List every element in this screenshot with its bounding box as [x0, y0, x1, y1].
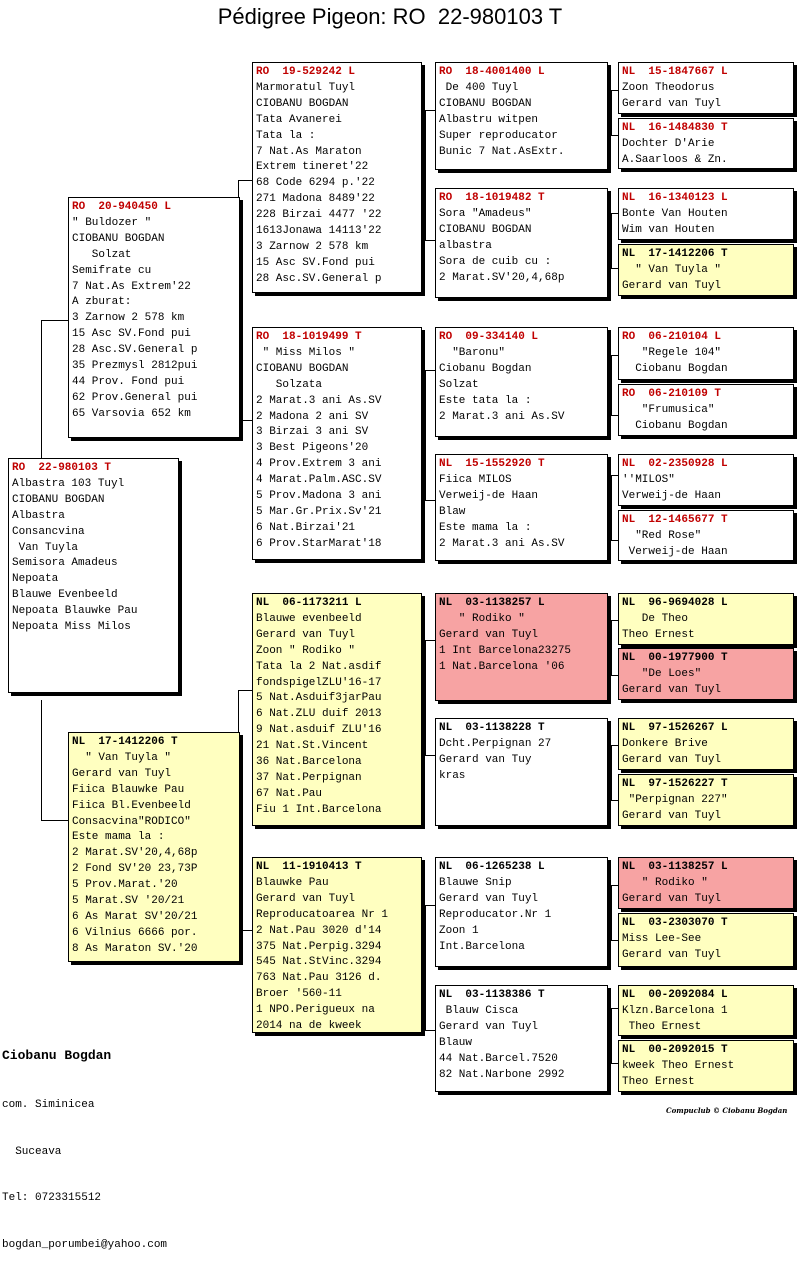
pigeon-info-line: A zburat:	[72, 296, 132, 309]
pigeon-info-line: "Frumusica"	[622, 403, 715, 416]
pigeon-info-line: 3 Zarnow 2 578 km	[72, 312, 185, 325]
pigeon-info-line: 763 Nat.Pau 3126 d.	[256, 972, 382, 985]
pigeon-info-line: Fiica Bl.Evenbeeld	[72, 799, 191, 812]
pigeon-info-line: 2 Marat.3 ani As.SV	[256, 394, 382, 407]
ring-number: RO 18-4001400 L	[439, 66, 545, 78]
pigeon-box-sss-sire	[618, 62, 794, 114]
connector-line	[611, 355, 618, 356]
page-title: Pédigree Pigeon: RO 22-980103 T	[217, 4, 563, 29]
pigeon-info-line: Gerard van Tuy	[439, 753, 532, 766]
pigeon-info-line: Dcht.Perpignan 27	[439, 737, 552, 750]
connector-line	[238, 420, 252, 421]
pigeon-info-line: Gerard van Tuyl	[622, 683, 722, 696]
pigeon-info-line: 28 Asc.SV.General p	[256, 272, 382, 285]
ring-number: NL 06-1173211 L	[256, 597, 362, 609]
pigeon-info-line: 82 Nat.Narbone 2992	[439, 1068, 565, 1081]
pigeon-box-ds-dam	[435, 718, 608, 826]
pigeon-info-line: Van Tuyla	[12, 541, 79, 554]
pigeon-info-line: Solzata	[256, 378, 323, 391]
pigeon-info-line: 36 Nat.Barcelona	[256, 756, 362, 769]
pigeon-info-line: "Baronu"	[439, 346, 506, 359]
pigeon-info-line: Sora de cuib cu :	[439, 255, 552, 268]
pigeon-info-line: 5 Mar.Gr.Prix.Sv'21	[256, 505, 382, 518]
pigeon-info-line: 2 Marat.3 ani As.SV	[439, 537, 565, 550]
connector-line	[425, 110, 435, 111]
pigeon-info-line: "Perpignan 227"	[622, 793, 728, 806]
pigeon-box-dam-sire	[252, 593, 422, 826]
pigeon-info-line: " Van Tuyla "	[72, 751, 172, 764]
pigeon-info-line: 2 Marat.SV'20,4,68p	[72, 847, 198, 860]
pigeon-info-line: Gerard van Tuyl	[622, 753, 722, 766]
connector-line	[425, 755, 435, 756]
connector-line	[611, 135, 618, 136]
pigeon-info-line: Este tata la :	[439, 394, 532, 407]
pigeon-box-ss-dam	[435, 188, 608, 298]
ring-number: RO 06-210104 L	[622, 331, 722, 343]
pigeon-box-dd-dam	[435, 985, 608, 1092]
ring-number: NL 03-1138228 T	[439, 722, 545, 734]
pigeon-box-subject	[8, 458, 179, 693]
breeder-address-line: com. Siminicea	[2, 1099, 95, 1111]
pigeon-info-line: 2 Fond SV'20 23,73P	[72, 863, 198, 876]
pigeon-info-line: Bonte Van Houten	[622, 207, 728, 220]
pigeon-info-line: 2 Madona 2 ani SV	[256, 410, 369, 423]
connector-line	[611, 90, 618, 91]
breeder-address-line: Suceava	[2, 1145, 62, 1158]
pigeon-info-line: 2 Marat.3 ani As.SV	[439, 410, 565, 423]
pigeon-info-line: Consacvina"RODICO"	[72, 815, 191, 828]
connector-line	[425, 370, 435, 371]
pigeon-info-line: 3 Birzai 3 ani SV	[256, 426, 369, 439]
pigeon-box-sire	[68, 197, 240, 438]
connector-line	[238, 180, 252, 181]
pigeon-info-line: Reproducatoarea Nr 1	[256, 908, 389, 921]
pigeon-info-line: Zoon 1	[439, 924, 479, 937]
connector-line	[611, 1008, 618, 1009]
pigeon-info-line: Gerard van Tuyl	[622, 892, 722, 905]
pigeon-info-line: Theo Ernest	[622, 628, 695, 641]
pigeon-box-ds-sire	[435, 593, 608, 701]
ring-number: NL 11-1910413 T	[256, 861, 362, 873]
ring-number: RO 18-1019499 T	[256, 331, 362, 343]
connector-line	[611, 355, 612, 415]
pigeon-box-sdd-dam	[618, 510, 794, 561]
pigeon-box-ddd-sire	[618, 985, 794, 1036]
pigeon-info-line: kweek Theo Ernest	[622, 1059, 735, 1072]
pigeon-info-line: Zoon " Rodiko "	[256, 644, 356, 657]
pigeon-info-line: Extrem tineret'22	[256, 161, 369, 174]
pigeon-info-line: 37 Nat.Perpignan	[256, 771, 362, 784]
pigeon-info-line: "Red Rose"	[622, 529, 702, 542]
pigeon-box-ddd-dam	[618, 1040, 794, 1092]
ring-number: NL 96-9694028 L	[622, 597, 728, 609]
pigeon-info-line: Tata la :	[256, 129, 316, 142]
pigeon-info-line: 545 Nat.StVinc.3294	[256, 956, 382, 969]
pigeon-info-line: Gerard van Tuyl	[439, 1020, 539, 1033]
connector-line	[611, 1063, 618, 1064]
pigeon-info-line: 6 Vilnius 6666 por.	[72, 926, 198, 939]
pigeon-info-line: 65 Varsovia 652 km	[72, 407, 191, 420]
connector-line	[611, 620, 618, 621]
connector-line	[425, 905, 435, 906]
connector-line	[611, 745, 618, 746]
pigeon-box-sire-sire	[252, 62, 422, 293]
pigeon-info-line: Gerard van Tuyl	[439, 628, 539, 641]
pigeon-info-line: Reproducator.Nr 1	[439, 908, 552, 921]
connector-line	[611, 885, 618, 886]
pigeon-box-ssd-sire	[618, 188, 794, 240]
pigeon-info-line: Verweij-de Haan	[622, 489, 722, 502]
pigeon-info-line: 5 Marat.SV '20/21	[72, 895, 185, 908]
connector-line	[611, 800, 618, 801]
ring-number: NL 00-2092015 T	[622, 1044, 728, 1056]
pigeon-box-sds-sire	[618, 327, 794, 380]
pigeon-box-ssd-dam	[618, 244, 794, 296]
pigeon-info-line: 3 Best Pigeons'20	[256, 442, 369, 455]
pigeon-box-dam	[68, 732, 240, 962]
pigeon-info-line: Tata Avanerei	[256, 113, 342, 126]
pigeon-box-sire-dam	[252, 327, 422, 560]
ring-number: NL 97-1526227 T	[622, 778, 728, 790]
pigeon-box-dss-sire	[618, 593, 794, 645]
pigeon-info-line: 28 Asc.SV.General p	[72, 344, 198, 357]
connector-line	[425, 110, 426, 240]
pigeon-info-line: 228 Birzai 4477 '22	[256, 209, 382, 222]
connector-line	[611, 940, 618, 941]
pigeon-info-line: " Van Tuyla "	[622, 263, 722, 276]
pigeon-info-line: 7 Nat.As Maraton	[256, 145, 362, 158]
pigeon-info-line: 6 Prov.StarMarat'18	[256, 537, 382, 550]
connector-line	[611, 213, 618, 214]
pigeon-info-line: CIOBANU BOGDAN	[256, 97, 349, 110]
connector-line	[611, 745, 612, 800]
pigeon-info-line: Blauw Cisca	[439, 1004, 519, 1017]
pigeon-info-line: albastra	[439, 239, 492, 252]
pigeon-info-line: 4 Prov.Extrem 3 ani	[256, 458, 382, 471]
pigeon-info-line: 5 Prov.Marat.'20	[72, 879, 178, 892]
pigeon-info-line: Marmoratul Tuyl	[256, 81, 356, 94]
connector-line	[238, 690, 252, 691]
pigeon-info-line: Nepoata Blauwke Pau	[12, 605, 138, 618]
pigeon-info-line: 2 Marat.SV'20,4,68p	[439, 271, 565, 284]
pigeon-info-line: " Buldozer "	[72, 216, 152, 229]
pigeon-info-line: 6 Nat.ZLU duif 2013	[256, 708, 382, 721]
ring-number: NL 15-1552920 T	[439, 458, 545, 470]
ring-number: NL 02-2350928 L	[622, 458, 728, 470]
pigeon-info-line: Semisora Amadeus	[12, 557, 118, 570]
pigeon-info-line: Gerard van Tuyl	[256, 628, 356, 641]
pigeon-info-line: Sora "Amadeus"	[439, 207, 532, 220]
pigeon-info-line: " Rodiko "	[622, 876, 708, 889]
ring-number: NL 15-1847667 L	[622, 66, 728, 78]
connector-line	[611, 213, 612, 268]
connector-line	[611, 675, 618, 676]
connector-line	[41, 320, 68, 321]
connector-line	[41, 320, 42, 460]
ring-number: NL 12-1465677 T	[622, 514, 728, 526]
ring-number: RO 20-940450 L	[72, 201, 172, 213]
pigeon-info-line: Nepoata	[12, 573, 59, 586]
pigeon-info-line: kras	[439, 769, 466, 782]
pigeon-info-line: Albastru witpen	[439, 113, 539, 126]
pigeon-info-line: Gerard van Tuyl	[622, 809, 722, 822]
connector-line	[611, 1008, 612, 1063]
pigeon-info-line: Klzn.Barcelona 1	[622, 1004, 728, 1017]
pigeon-info-line: fondspigelZLU'16-17	[256, 676, 382, 689]
pigeon-info-line: Verweij-de Haan	[622, 545, 728, 558]
ring-number: NL 03-1138386 T	[439, 989, 545, 1001]
pigeon-info-line: 5 Prov.Madona 3 ani	[256, 490, 382, 503]
pigeon-info-line: 8 As Maraton SV.'20	[72, 942, 198, 955]
pigeon-info-line: "De Loes"	[622, 667, 702, 680]
connector-line	[611, 475, 612, 540]
pigeon-info-line: Solzat	[439, 378, 479, 391]
pigeon-info-line: " Rodiko "	[439, 612, 525, 625]
pigeon-info-line: Theo Ernest	[622, 1075, 695, 1088]
pigeon-info-line: 375 Nat.Perpig.3294	[256, 940, 382, 953]
connector-line	[611, 268, 618, 269]
breeder-info	[2, 1014, 167, 1269]
breeder-email: bogdan_porumbei@yahoo.com	[2, 1238, 168, 1251]
pigeon-info-line: Broer '560-11	[256, 988, 342, 1001]
pigeon-info-line: 1 Nat.Barcelona '06	[439, 660, 565, 673]
pigeon-info-line: 1613Jonawa 14113'22	[256, 225, 382, 238]
connector-line	[425, 240, 435, 241]
pigeon-info-line: CIOBANU BOGDAN	[439, 97, 532, 110]
breeder-name: Ciobanu Bogdan	[2, 1048, 112, 1063]
breeder-phone: Tel: 0723315512	[2, 1192, 102, 1204]
pigeon-info-line: Tata la 2 Nat.asdif	[256, 660, 382, 673]
pigeon-info-line: Albastra 103 Tuyl	[12, 477, 125, 490]
pigeon-box-dam-dam	[252, 857, 422, 1033]
pigeon-info-line: 2 Nat.Pau 3020 d'14	[256, 924, 382, 937]
connector-line	[238, 930, 252, 931]
connector-line	[611, 415, 618, 416]
pigeon-box-sd-dam	[435, 454, 608, 561]
pigeon-info-line: Fiica Blauwke Pau	[72, 783, 185, 796]
pigeon-info-line: Zoon Theodorus	[622, 81, 715, 94]
pigeon-box-dsd-sire	[618, 718, 794, 770]
pigeon-info-line: Ciobanu Bogdan	[439, 362, 532, 375]
pigeon-info-line: Blauw	[439, 1036, 473, 1049]
pigeon-info-line: CIOBANU BOGDAN	[256, 362, 349, 375]
pigeon-info-line: Ciobanu Bogdan	[622, 419, 728, 432]
pigeon-info-line: Wim van Houten	[622, 223, 715, 236]
pigeon-info-line: A.Saarloos & Zn.	[622, 153, 728, 166]
pigeon-info-line: " Miss Milos "	[256, 346, 356, 359]
pigeon-box-sds-dam	[618, 384, 794, 436]
connector-line	[425, 640, 435, 641]
pigeon-info-line: Blauwe Snip	[439, 876, 512, 889]
pigeon-info-line: 6 Nat.Birzai'21	[256, 521, 356, 534]
pigeon-info-line: Consancvina	[12, 525, 85, 538]
connector-line	[425, 640, 426, 755]
ring-number: NL 03-1138257 L	[622, 861, 728, 873]
ring-number: NL 97-1526267 L	[622, 722, 728, 734]
pigeon-box-dds-dam	[618, 913, 794, 967]
ring-number: NL 17-1412206 T	[622, 248, 728, 260]
connector-line	[425, 500, 435, 501]
pigeon-info-line: Gerard van Tuyl	[622, 279, 722, 292]
pigeon-info-line: Este mama la :	[439, 521, 532, 534]
pigeon-info-line: 3 Zarnow 2 578 km	[256, 240, 369, 253]
pigeon-info-line: Theo Ernest	[622, 1020, 702, 1033]
ring-number: NL 03-2303070 T	[622, 917, 728, 929]
pigeon-box-dd-sire	[435, 857, 608, 967]
pigeon-info-line: Gerard van Tuyl	[256, 892, 356, 905]
pigeon-box-dsd-dam	[618, 774, 794, 826]
pigeon-info-line: CIOBANU BOGDAN	[12, 493, 105, 506]
ring-number: NL 00-2092084 L	[622, 989, 728, 1001]
pigeon-info-line: Gerard van Tuyl	[439, 892, 539, 905]
pigeon-info-line: De 400 Tuyl	[439, 81, 519, 94]
pigeon-info-line: Miss Lee-See	[622, 932, 702, 945]
pigeon-info-line: Verweij-de Haan	[439, 489, 539, 502]
ring-number: NL 16-1484830 T	[622, 122, 728, 134]
connector-line	[41, 820, 68, 821]
pigeon-info-line: 44 Nat.Barcel.7520	[439, 1052, 558, 1065]
pigeon-info-line: Blauwke Pau	[256, 876, 329, 889]
pigeon-box-sdd-sire	[618, 454, 794, 506]
pigeon-info-line: Nepoata Miss Milos	[12, 621, 131, 634]
pigeon-box-ss-sire	[435, 62, 608, 170]
pigeon-info-line: Gerard van Tuyl	[622, 97, 722, 110]
connector-line	[611, 885, 612, 940]
pigeon-info-line: 2014 na de kweek	[256, 1020, 362, 1033]
ring-number: RO 19-529242 L	[256, 66, 356, 78]
pigeon-box-sd-sire	[435, 327, 608, 437]
software-credit: Compuclub © Ciobanu Bogdan	[666, 1106, 788, 1115]
pigeon-info-line: 9 Nat.asduif ZLU'16	[256, 724, 382, 737]
pigeon-info-line: 67 Nat.Pau	[256, 787, 323, 800]
pigeon-info-line: 271 Madona 8489'22	[256, 193, 375, 206]
pigeon-info-line: 62 Prov.General pui	[72, 391, 198, 404]
pigeon-info-line: 15 Asc SV.Fond pui	[256, 256, 375, 269]
pigeon-info-line: Fiica MILOS	[439, 473, 512, 486]
pigeon-box-dss-dam	[618, 648, 794, 700]
pigeon-info-line: Blauwe Evenbeeld	[12, 589, 118, 602]
ring-number: NL 17-1412206 T	[72, 736, 178, 748]
ring-number: RO 09-334140 L	[439, 331, 539, 343]
ring-number: NL 16-1340123 L	[622, 192, 728, 204]
ring-number: RO 18-1019482 T	[439, 192, 545, 204]
connector-line	[41, 700, 42, 820]
pigeon-info-line: 1 NPO.Perigueux na	[256, 1004, 375, 1017]
pigeon-info-line: Dochter D'Arie	[622, 137, 715, 150]
pigeon-info-line: Blauwe evenbeeld	[256, 612, 362, 625]
connector-line	[425, 1030, 435, 1031]
pigeon-info-line: ''MILOS"	[622, 473, 675, 486]
pigeon-info-line: Ciobanu Bogdan	[622, 362, 728, 375]
pigeon-info-line: 44 Prov. Fond pui	[72, 375, 185, 388]
ring-number: RO 22-980103 T	[12, 462, 112, 474]
pigeon-info-line: Super reproducator	[439, 129, 558, 142]
connector-line	[425, 905, 426, 1030]
pigeon-info-line: Semifrate cu	[72, 264, 152, 277]
pigeon-info-line: 21 Nat.St.Vincent	[256, 740, 369, 753]
pigeon-info-line: Gerard van Tuyl	[72, 767, 172, 780]
ring-number: RO 06-210109 T	[622, 388, 722, 400]
pigeon-info-line: De Theo	[622, 612, 689, 625]
pigeon-info-line: Solzat	[72, 248, 132, 261]
connector-line	[611, 620, 612, 675]
connector-line	[611, 475, 618, 476]
pigeon-info-line: 35 Prezmysl 2812pui	[72, 360, 198, 373]
connector-line	[425, 370, 426, 500]
pigeon-box-dds-sire	[618, 857, 794, 909]
pigeon-info-line: Fiu 1 Int.Barcelona	[256, 803, 382, 816]
pigeon-info-line: Blaw	[439, 505, 466, 518]
ring-number: NL 00-1977900 T	[622, 652, 728, 664]
pigeon-info-line: Donkere Brive	[622, 737, 708, 750]
pigeon-info-line: Albastra	[12, 509, 65, 522]
pigeon-box-sss-dam	[618, 118, 794, 169]
connector-line	[611, 90, 612, 135]
pigeon-info-line: 5 Nat.Asduif3jarPau	[256, 692, 382, 705]
pigeon-info-line: CIOBANU BOGDAN	[72, 232, 165, 245]
pigeon-info-line: Int.Barcelona	[439, 940, 525, 953]
pigeon-info-line: 4 Marat.Palm.ASC.SV	[256, 474, 382, 487]
pigeon-info-line: Bunic 7 Nat.AsExtr.	[439, 145, 565, 158]
pigeon-info-line: "Regele 104"	[622, 346, 722, 359]
pigeon-info-line: 7 Nat.As Extrem'22	[72, 280, 191, 293]
ring-number: NL 03-1138257 L	[439, 597, 545, 609]
pigeon-info-line: Gerard van Tuyl	[622, 948, 722, 961]
pigeon-info-line: 15 Asc SV.Fond pui	[72, 328, 191, 341]
pigeon-info-line: Este mama la :	[72, 831, 165, 844]
pigeon-info-line: 1 Int Barcelona23275	[439, 644, 572, 657]
pigeon-info-line: 6 As Marat SV'20/21	[72, 910, 198, 923]
pigeon-info-line: CIOBANU BOGDAN	[439, 223, 532, 236]
connector-line	[611, 540, 618, 541]
pigeon-info-line: 68 Code 6294 p.'22	[256, 177, 375, 190]
ring-number: NL 06-1265238 L	[439, 861, 545, 873]
